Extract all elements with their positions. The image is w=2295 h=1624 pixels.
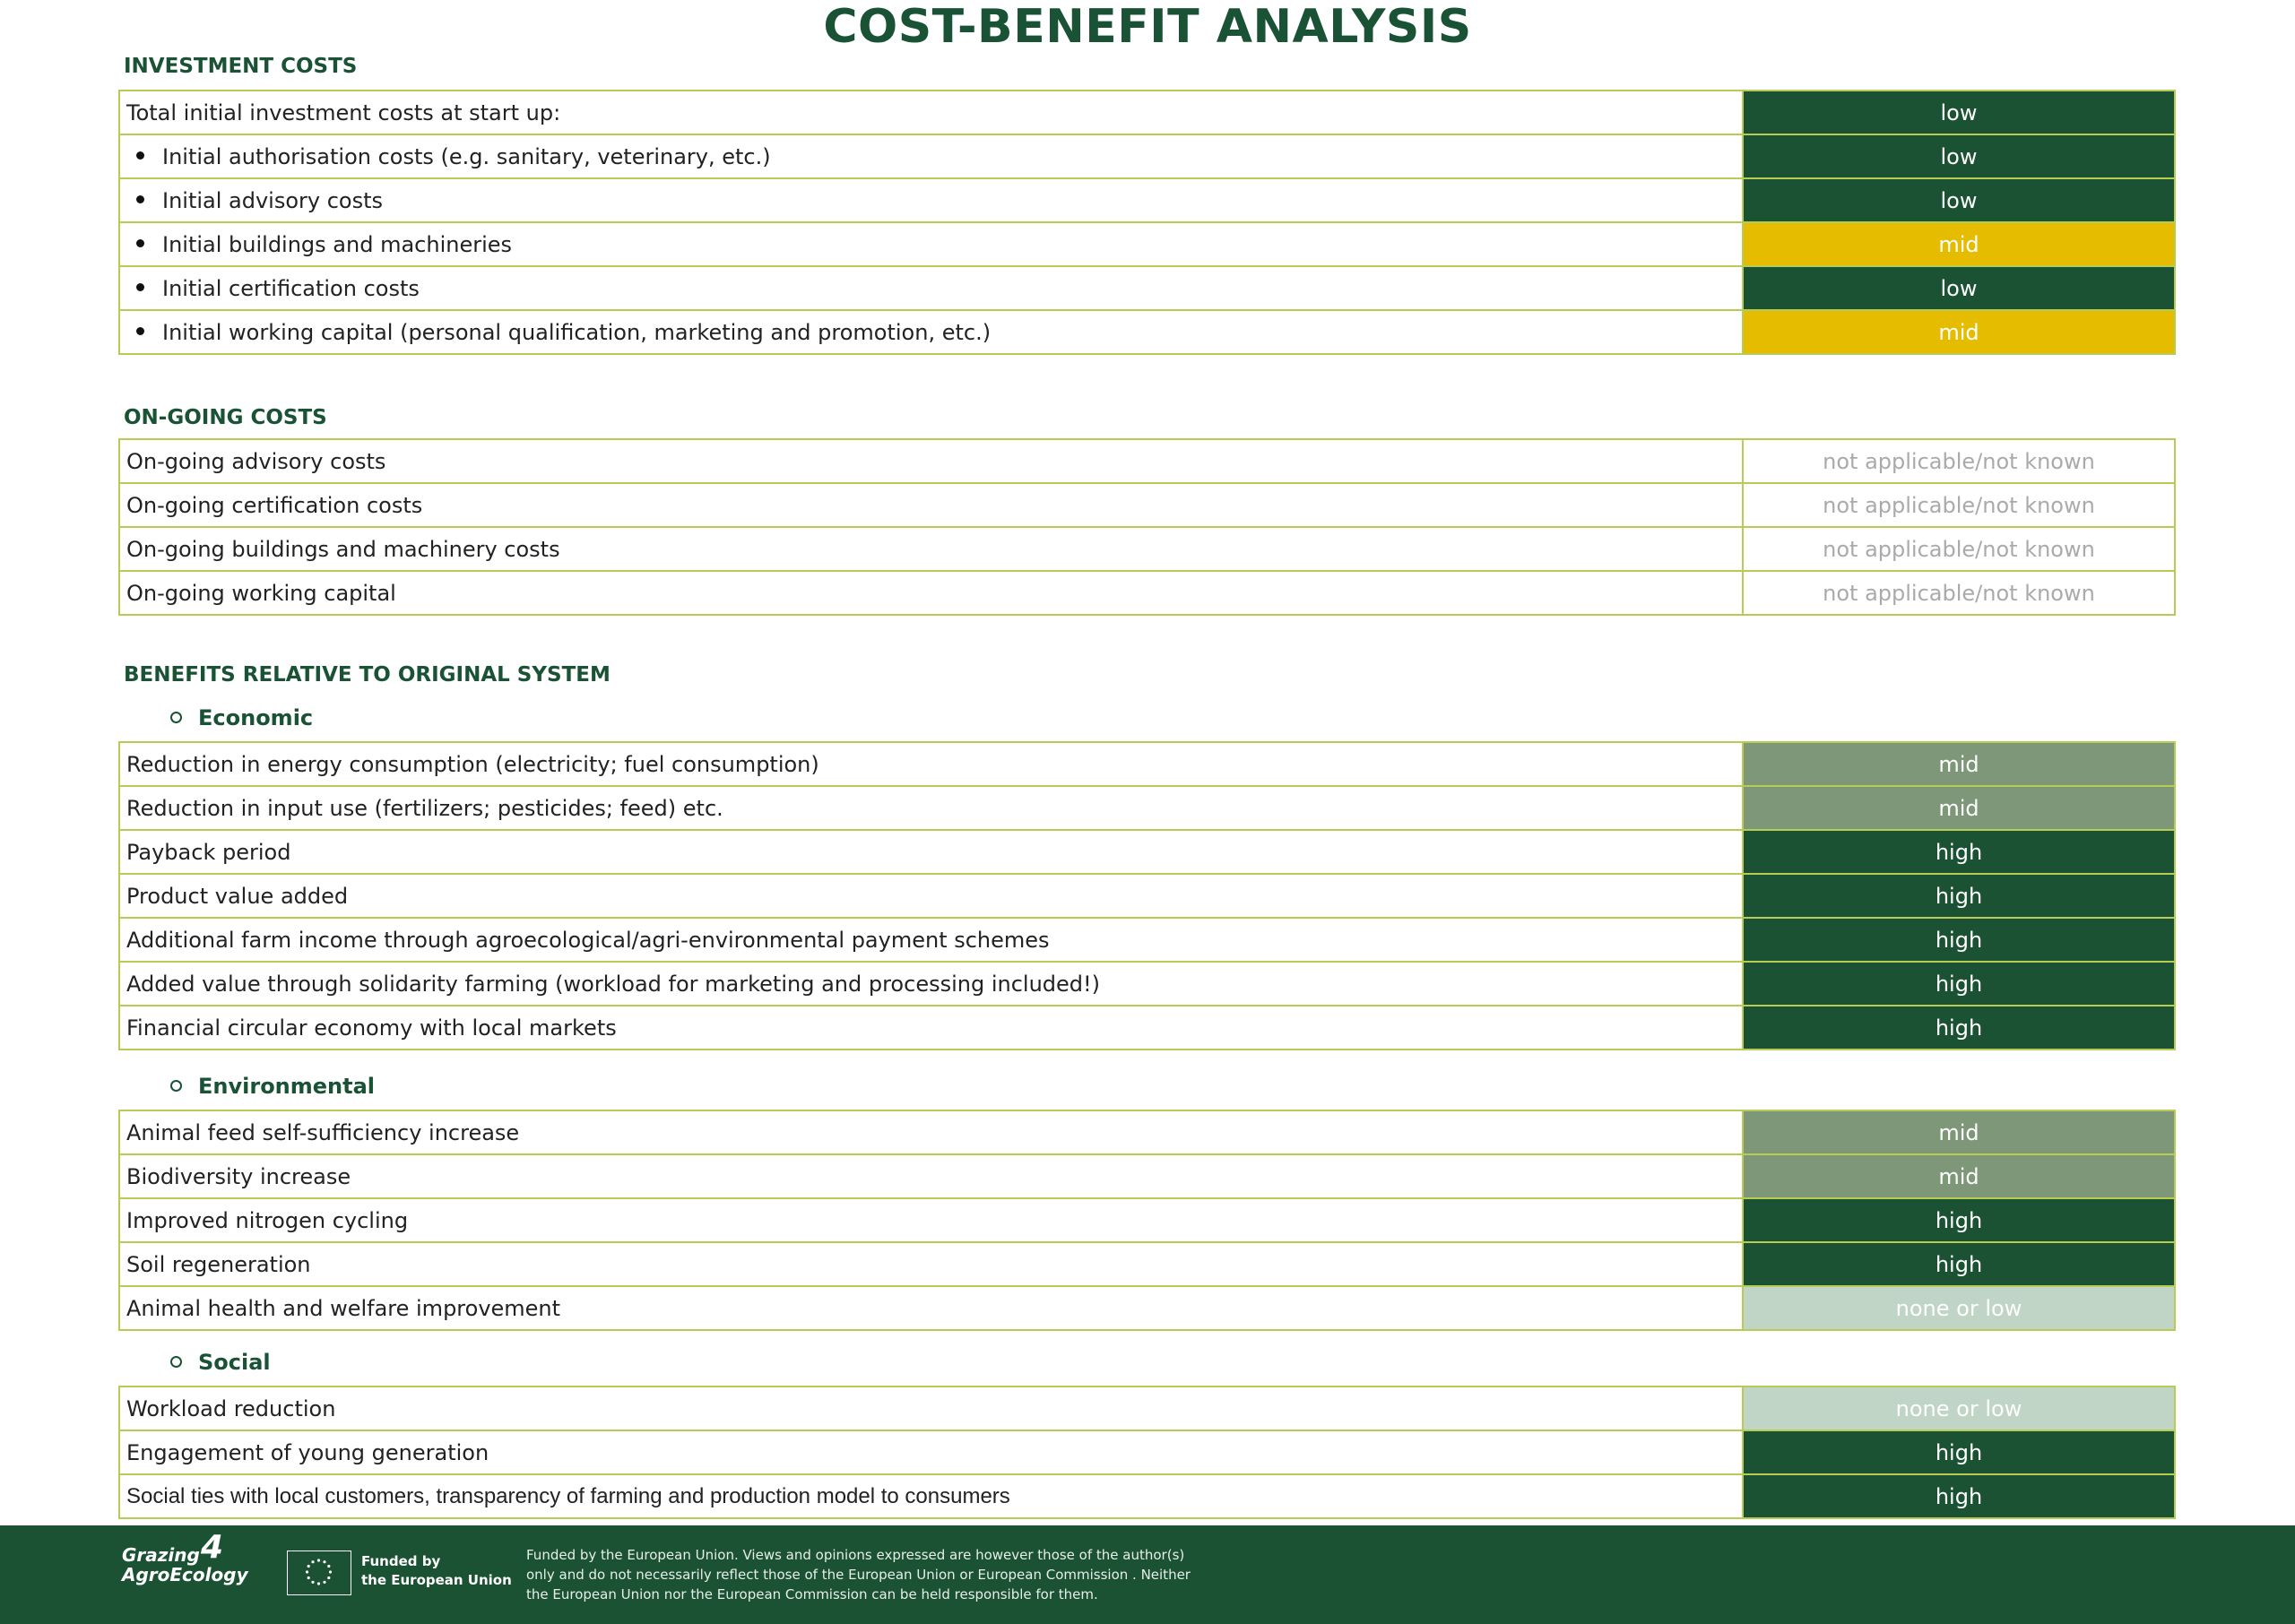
page-title: COST-BENEFIT ANALYSIS [823,0,1472,54]
circle-bullet-icon [170,1080,182,1092]
table-row [119,786,2175,830]
investment-costs-heading: INVESTMENT COSTS [124,55,358,78]
rating-cell: high [1743,918,2175,962]
rating-cell: mid [1743,742,2175,786]
logo-line-2: AgroEcology [122,1564,248,1585]
row-label: Initial certification costs [119,266,1743,310]
table-row [119,830,2175,874]
row-label: Reduction in input use (fertilizers; pesticides; feed) etc. [119,786,1743,830]
row-label: Animal health and welfare improvement [119,1286,1743,1330]
rating-cell: low [1743,134,2175,178]
row-label: Workload reduction [119,1386,1743,1430]
bullet-icon [136,327,144,335]
bullet-icon [136,283,144,291]
rating-cell: not applicable/not known [1743,439,2175,483]
investment-costs-table [118,90,2176,355]
ongoing-costs-table [118,438,2176,616]
table-row [119,1474,2175,1518]
circle-bullet-icon [170,712,182,723]
rating-cell: mid [1743,1154,2175,1198]
ongoing-costs-heading: ON-GOING COSTS [124,406,327,429]
row-label: Initial authorisation costs (e.g. sanitary, veterinary, etc.) [119,134,1743,178]
rating-cell: mid [1743,222,2175,266]
table-row [119,527,2175,571]
rating-cell: not applicable/not known [1743,527,2175,571]
economic-benefits-table [118,741,2176,1050]
row-label: Product value added [119,874,1743,918]
row-label: Total initial investment costs at start up: [119,91,1743,134]
row-label: On-going certification costs [119,483,1743,527]
row-label: Engagement of young generation [119,1430,1743,1474]
logo-four: 4 [201,1529,224,1566]
table-row [119,918,2175,962]
table-row [119,1006,2175,1050]
footer [0,1525,2295,1624]
rating-cell: none or low [1743,1386,2175,1430]
row-label: Improved nitrogen cycling [119,1198,1743,1242]
table-row [119,1242,2175,1286]
bullet-icon [136,239,144,247]
environmental-benefits-table [118,1110,2176,1331]
table-row [119,1110,2175,1154]
environmental-subheading: Environmental [170,1068,375,1104]
rating-cell: mid [1743,1110,2175,1154]
table-row [119,310,2175,354]
table-row [119,1386,2175,1430]
row-label: Biodiversity increase [119,1154,1743,1198]
bullet-icon [136,151,144,160]
rating-cell: not applicable/not known [1743,483,2175,527]
funded-by-eu-label: Funded by the European Union [361,1553,512,1588]
table-row [119,134,2175,178]
table-row [119,178,2175,222]
table-row [119,1154,2175,1198]
disclaimer-text: Funded by the European Union. Views and opinions expressed are however those of the author(s) only and do not necessarily reflect those of the European Union or European Commission . Neither the European Union nor the European Commission can be held responsible for them. [526,1547,1191,1602]
eu-flag-icon [287,1551,351,1595]
row-label: Soil regeneration [119,1242,1743,1286]
rating-cell: high [1743,962,2175,1006]
table-row [119,571,2175,615]
table-row [119,1286,2175,1330]
table-row [119,91,2175,134]
benefits-heading: BENEFITS RELATIVE TO ORIGINAL SYSTEM [124,663,611,687]
row-label: Social ties with local customers, transparency of farming and production model to consumers [119,1474,1743,1518]
table-row [119,439,2175,483]
table-row [119,266,2175,310]
row-label: On-going buildings and machinery costs [119,527,1743,571]
row-label: Initial buildings and machineries [119,222,1743,266]
table-row [119,742,2175,786]
row-label: Animal feed self-sufficiency increase [119,1110,1743,1154]
row-label: Reduction in energy consumption (electricity; fuel consumption) [119,742,1743,786]
rating-cell: high [1743,1474,2175,1518]
row-label: Initial advisory costs [119,178,1743,222]
rating-cell: low [1743,91,2175,134]
social-subheading: Social [170,1344,271,1380]
row-label: Added value through solidarity farming (workload for marketing and processing included!) [119,962,1743,1006]
logo-line-1: Grazing [122,1544,200,1566]
rating-cell: mid [1743,310,2175,354]
table-row [119,483,2175,527]
table-row [119,1198,2175,1242]
rating-cell: high [1743,874,2175,918]
row-label: On-going working capital [119,571,1743,615]
rating-cell: low [1743,266,2175,310]
table-row [119,874,2175,918]
rating-cell: not applicable/not known [1743,571,2175,615]
rating-cell: high [1743,1006,2175,1050]
row-label: On-going advisory costs [119,439,1743,483]
row-label: Additional farm income through agroecological/agri-environmental payment schemes [119,918,1743,962]
row-label: Payback period [119,830,1743,874]
circle-bullet-icon [170,1356,182,1368]
rating-cell: none or low [1743,1286,2175,1330]
rating-cell: high [1743,830,2175,874]
social-benefits-table [118,1386,2176,1519]
grazing4agroecology-logo [122,1529,265,1585]
table-row [119,962,2175,1006]
rating-cell: high [1743,1430,2175,1474]
rating-cell: high [1743,1242,2175,1286]
rating-cell: mid [1743,786,2175,830]
economic-subheading: Economic [170,700,313,736]
table-row [119,222,2175,266]
table-row [119,1430,2175,1474]
row-label: Initial working capital (personal qualification, marketing and promotion, etc.) [119,310,1743,354]
rating-cell: high [1743,1198,2175,1242]
row-label: Financial circular economy with local markets [119,1006,1743,1050]
bullet-icon [136,195,144,203]
rating-cell: low [1743,178,2175,222]
